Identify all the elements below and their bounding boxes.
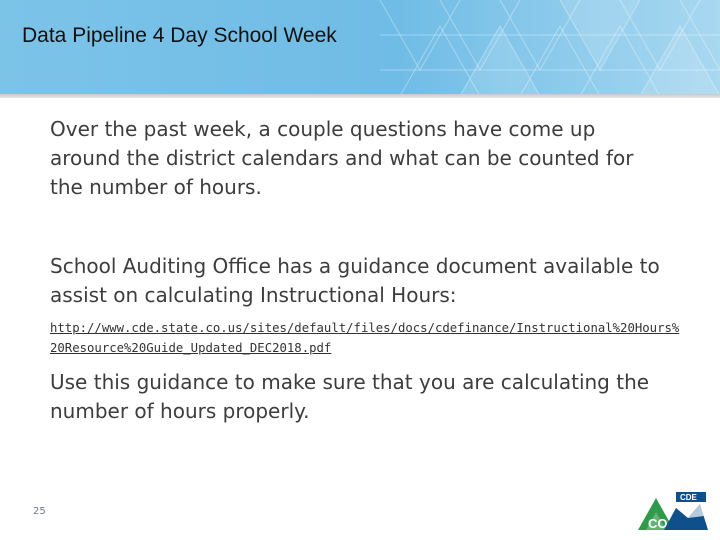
logo-cde-text: CDE	[680, 493, 697, 502]
logo-co-text: CO	[648, 516, 668, 531]
paragraph-use-guidance: Use this guidance to make sure that you are calculating the number of hours properly.	[50, 370, 650, 423]
paragraph-calendar-questions: Over the past week, a couple questions have come up around the district calendars and what can be counted for the number of hours.	[50, 117, 634, 199]
slide-header	[0, 0, 720, 96]
guidance-document-link[interactable]: http://www.cde.state.co.us/sites/default/files/docs/cdefinance/Instructional%20Hours%20Resource%20Guide_Updated_DEC2018.pdf	[50, 321, 680, 355]
paragraph-guidance-document: School Auditing Office has a guidance document available to assist on calculating Instructional Hours:	[50, 254, 660, 307]
cde-logo	[632, 490, 710, 534]
slide-title: Data Pipeline 4 Day School Week	[22, 24, 337, 47]
header-divider	[0, 94, 720, 98]
triangle-pattern-decoration	[0, 0, 720, 96]
page-number: 25	[33, 506, 46, 517]
